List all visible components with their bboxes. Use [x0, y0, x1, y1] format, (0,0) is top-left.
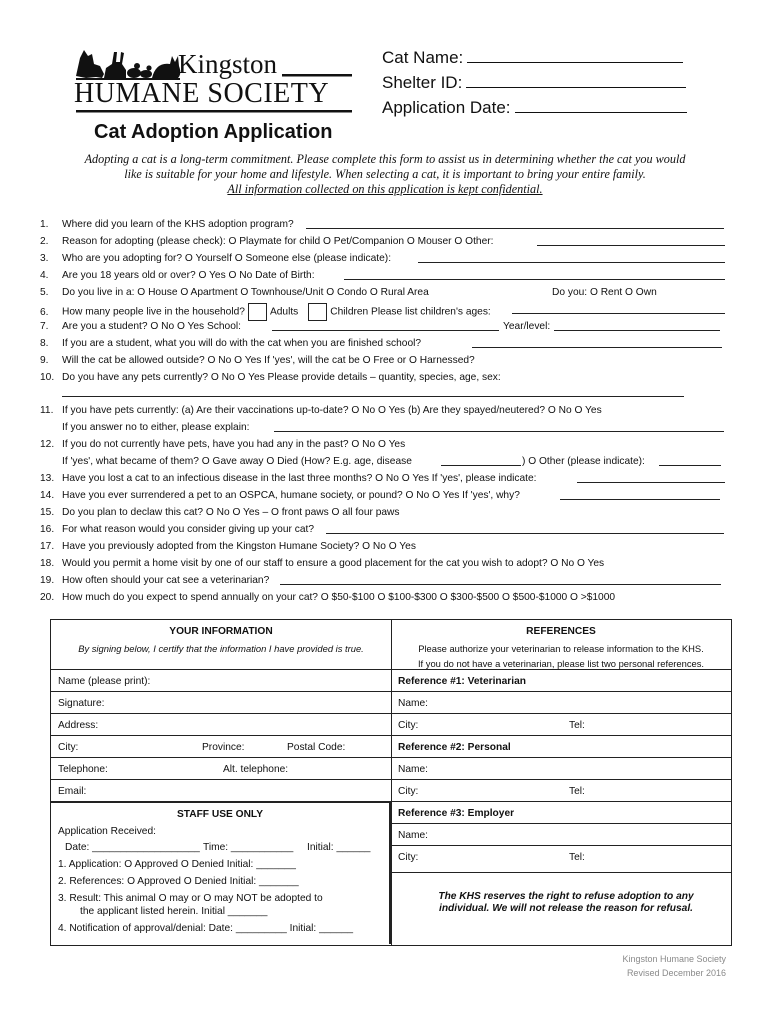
question-text: How many people live in the household?: [62, 306, 245, 318]
question-number: 9.: [40, 355, 49, 366]
staff-item-application[interactable]: 1. Application: O Approved O Denied Initial: _______: [58, 859, 296, 870]
children-count-box[interactable]: [308, 303, 327, 321]
name-field[interactable]: Name (please print):: [58, 676, 151, 687]
question-text: Are you 18 years old or over? O Yes O No Date of Birth:: [62, 270, 315, 281]
row-divider: [391, 735, 731, 736]
rent-own-options: Do you: O Rent O Own: [552, 287, 657, 298]
staff-item-result-cont[interactable]: the applicant listed herein. Initial _______: [80, 906, 268, 917]
question-12: [40, 438, 405, 451]
question-5: [40, 286, 657, 299]
question-number: 5.: [40, 287, 49, 298]
staff-item-result[interactable]: 3. Result: This animal O may or O may NOT be adopted to: [58, 893, 323, 904]
pets-details-line[interactable]: [62, 396, 684, 397]
alt-telephone-field[interactable]: Alt. telephone:: [223, 764, 289, 775]
question-text: How often should your cat see a veterinarian?: [62, 575, 270, 586]
question-text: Will the cat be allowed outside? O No O Yes If 'yes', will the cat be O Free or O Harnessed?: [62, 355, 475, 366]
question-text: How much do you expect to spend annually on your cat? O $50-$100 O $100-$300 O $300-$500 O $500-$1000 O >$1000: [62, 592, 616, 603]
row-divider: [51, 735, 391, 736]
question-number: 16.: [40, 524, 55, 535]
page-title: Cat Adoption Application: [94, 121, 333, 143]
question-number: 20.: [40, 592, 55, 603]
question-number: 1.: [40, 219, 49, 230]
question-number: 3.: [40, 253, 49, 264]
question-10: [40, 371, 501, 384]
answer-line[interactable]: [537, 235, 725, 246]
question-9: [40, 354, 475, 367]
question-number: 10.: [40, 372, 55, 383]
question-number: 4.: [40, 270, 49, 281]
question-number: 14.: [40, 490, 55, 501]
postal-code-field[interactable]: Postal Code:: [287, 742, 346, 753]
reference-2-tel-field[interactable]: Tel:: [569, 786, 585, 797]
row-divider: [391, 757, 731, 758]
question-number: 8.: [40, 338, 49, 349]
question-3: [40, 252, 391, 265]
school-line[interactable]: [272, 320, 499, 331]
application-date-line: [515, 98, 687, 113]
footer-revised: Revised December 2016: [626, 968, 726, 978]
answer-line[interactable]: [306, 218, 724, 229]
question-text: If 'yes', what became of them? O Gave away O Died (How? E.g. age, disease: [62, 456, 412, 467]
application-received-label: Application Received:: [58, 826, 156, 837]
question-12-followup: [62, 455, 645, 468]
email-field[interactable]: Email:: [58, 786, 87, 797]
reference-2-heading: Reference #2: Personal: [398, 742, 511, 753]
question-15: [40, 506, 400, 519]
question-11-explain: [62, 421, 249, 434]
question-text: Have you lost a cat to an infectious disease in the last three months? O No O Yes If 'yes', please indicate:: [62, 473, 537, 484]
answer-line[interactable]: [326, 523, 724, 534]
question-2: [40, 235, 493, 248]
logo-wordmark-top: Kingston: [178, 49, 278, 79]
received-date-field[interactable]: Date: ___________________: [65, 842, 200, 853]
staff-use-only-box: [51, 801, 391, 944]
reference-3-tel-field[interactable]: Tel:: [569, 852, 585, 863]
intro-line-1: Adopting a cat is a long-term commitment. Please complete this form to assist us in determining whether the cat you would: [84, 152, 686, 166]
question-4: [40, 269, 315, 282]
adults-count-box[interactable]: [248, 303, 267, 321]
intro-line-3: All information collected on this application is kept confidential.: [227, 182, 543, 196]
question-16: [40, 523, 314, 536]
intro-line-2: like is suitable for your home and lifestyle. When selecting a cat, it is important to bring your entire family.: [124, 167, 646, 181]
row-divider: [51, 779, 391, 780]
answer-line[interactable]: [512, 303, 725, 314]
refusal-disclaimer-line-1: The KHS reserves the right to refuse adoption to any: [438, 891, 694, 902]
question-text: If you answer no to either, please explain:: [62, 422, 250, 433]
row-divider: [51, 691, 391, 692]
answer-line[interactable]: [659, 455, 721, 466]
footer-org: Kingston Humane Society: [622, 954, 726, 964]
row-divider: [391, 779, 731, 780]
signature-field[interactable]: Signature:: [58, 698, 105, 709]
children-label: Children Please list children's ages:: [330, 306, 491, 318]
question-text: Do you plan to declaw this cat? O No O Yes – O front paws O all four paws: [62, 507, 400, 518]
reference-1-heading: Reference #1: Veterinarian: [398, 676, 526, 687]
question-1: [40, 218, 294, 231]
shelter-id-label: Shelter ID:: [382, 73, 463, 92]
question-13: [40, 472, 536, 485]
references-note-1: Please authorize your veterinarian to release information to the KHS.: [418, 643, 704, 654]
row-divider: [391, 691, 731, 692]
refusal-disclaimer: [401, 891, 731, 915]
answer-line[interactable]: [577, 472, 725, 483]
answer-line[interactable]: [344, 269, 725, 280]
question-text: Would you permit a home visit by one of our staff to ensure a good placement for the cat you wish to adopt? O No O Yes: [62, 558, 605, 569]
row-divider: [391, 713, 731, 714]
received-initial-field[interactable]: Initial: ______: [307, 842, 371, 853]
reference-1-city-field[interactable]: City:: [398, 720, 419, 731]
reference-1-name-field[interactable]: Name:: [398, 698, 429, 709]
application-date-field[interactable]: [382, 98, 687, 118]
question-18: [40, 557, 604, 570]
row-divider: [51, 713, 391, 714]
row-divider: [391, 845, 731, 846]
cat-name-label: Cat Name:: [382, 48, 464, 67]
year-level-label: Year/level:: [503, 321, 551, 332]
question-text: Have you ever surrendered a pet to an OSPCA, humane society, or pound? O No O Yes If 'yes', why?: [62, 490, 520, 501]
question-text: For what reason would you consider giving up your cat?: [62, 524, 314, 535]
reference-1-tel-field[interactable]: Tel:: [569, 720, 585, 731]
question-text: Where did you learn of the KHS adoption program?: [62, 219, 294, 230]
question-text: If you do not currently have pets, have you had any in the past? O No O Yes: [62, 439, 406, 450]
question-text: Do you have any pets currently? O No O Yes Please provide details – quantity, species, age, sex:: [62, 372, 501, 383]
your-information-heading: YOUR INFORMATION: [169, 626, 273, 637]
answer-line[interactable]: [280, 574, 721, 585]
revision-footer: [622, 952, 726, 980]
province-field[interactable]: Province:: [202, 742, 245, 753]
logo-wordmark-bottom: HUMANE SOCIETY: [74, 78, 330, 109]
reference-2-city-field[interactable]: City:: [398, 786, 419, 797]
other-indicate-label: ) O Other (please indicate):: [522, 456, 645, 467]
answer-line[interactable]: [418, 252, 725, 263]
question-number: 7.: [40, 321, 49, 332]
question-number: 6.: [40, 306, 49, 318]
question-number: 13.: [40, 473, 55, 484]
kingston-humane-society-logo: [74, 44, 356, 114]
received-time-field[interactable]: Time: ___________: [203, 842, 294, 853]
row-divider: [391, 801, 731, 802]
question-text: Reason for adopting (please check): O Playmate for child O Pet/Companion O Mouser O Other:: [62, 236, 494, 247]
question-text: If you are a student, what you will do with the cat when you are finished school?: [62, 338, 422, 349]
question-8: [40, 337, 421, 350]
question-number: 18.: [40, 558, 55, 569]
question-text: Do you live in a: O House O Apartment O Townhouse/Unit O Condo O Rural Area: [62, 287, 429, 298]
application-date-label: Application Date:: [382, 98, 511, 117]
adults-label: Adults: [269, 306, 299, 318]
question-text: Are you a student? O No O Yes School:: [62, 321, 241, 332]
question-number: 11.: [40, 405, 54, 416]
shelter-id-field[interactable]: [382, 73, 686, 93]
question-20: [40, 591, 615, 604]
telephone-field[interactable]: Telephone:: [58, 764, 108, 775]
question-text: If you have pets currently: (a) Are their vaccinations up-to-date? O No O Yes (b) Are they spayed/neutered? O No O Yes: [62, 405, 602, 416]
disease-line[interactable]: [441, 455, 521, 466]
reference-3-name-field[interactable]: Name:: [398, 830, 429, 841]
refusal-disclaimer-line-2: individual. We will not release the reason for refusal.: [438, 903, 693, 914]
answer-line[interactable]: [560, 489, 720, 500]
year-level-line[interactable]: [554, 320, 720, 331]
reference-3-city-field[interactable]: City:: [398, 852, 419, 863]
question-number: 12.: [40, 439, 55, 450]
cat-name-line: [467, 48, 683, 63]
question-17: [40, 540, 416, 553]
staff-use-heading: STAFF USE ONLY: [176, 809, 264, 820]
city-field[interactable]: City:: [58, 742, 79, 753]
address-field[interactable]: Address:: [58, 720, 99, 731]
question-number: 19.: [40, 575, 55, 586]
answer-line[interactable]: [472, 337, 722, 348]
row-divider: [391, 872, 731, 873]
question-11: [40, 404, 602, 417]
reference-2-name-field[interactable]: Name:: [398, 764, 429, 775]
question-text: Have you previously adopted from the Kingston Humane Society? O No O Yes: [62, 541, 416, 552]
question-text: Who are you adopting for? O Yourself O Someone else (please indicate):: [62, 253, 392, 264]
references-heading: REFERENCES: [526, 626, 596, 637]
question-19: [40, 574, 269, 587]
reference-3-heading: Reference #3: Employer: [398, 808, 515, 819]
staff-item-references[interactable]: 2. References: O Approved O Denied Initial: _______: [58, 876, 299, 887]
question-number: 17.: [40, 541, 55, 552]
row-divider: [51, 757, 391, 758]
question-7: [40, 320, 551, 333]
row-divider: [51, 669, 391, 670]
applicant-info-table: [50, 619, 732, 946]
references-note-2: If you do not have a veterinarian, please list two personal references.: [417, 658, 705, 669]
staff-item-notification[interactable]: 4. Notification of approval/denial: Date: _________ Initial: ______: [58, 923, 354, 934]
your-information-note: By signing below, I certify that the information I have provided is true.: [78, 643, 364, 654]
shelter-id-line: [466, 73, 686, 88]
question-number: 15.: [40, 507, 55, 518]
question-6: [40, 303, 491, 321]
row-divider: [391, 823, 731, 824]
answer-line[interactable]: [274, 421, 724, 432]
question-14: [40, 489, 520, 502]
question-number: 2.: [40, 236, 49, 247]
cat-name-field[interactable]: [382, 48, 683, 68]
